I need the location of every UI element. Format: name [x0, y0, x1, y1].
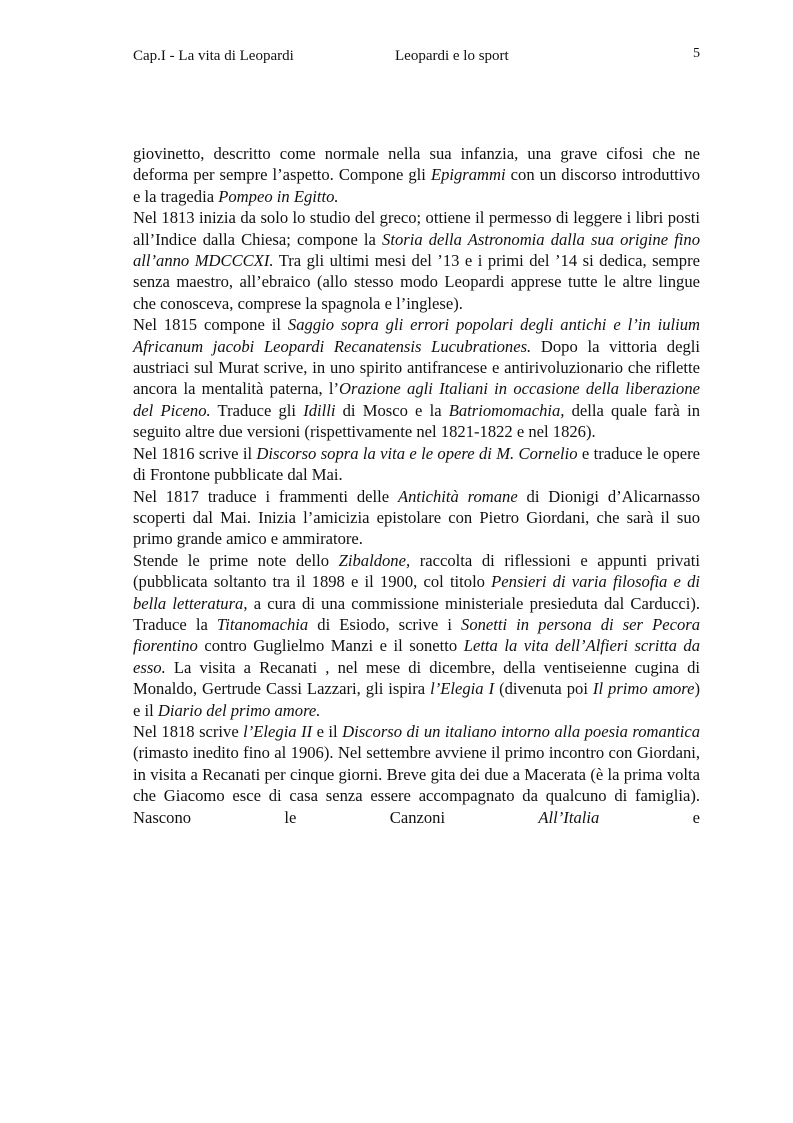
text-run: La visita a Recanati , nel mese di dicembre, della ventiseienne cugina di Monaldo, Gertrude Cassi Lazzari, gli ispira — [133, 657, 700, 699]
italic-title: All’Italia — [538, 807, 600, 827]
text-run: di Mosco e la — [335, 400, 449, 420]
text-run: Dopo la vittoria degli austriaci sul Murat scrive, in uno spirito antifrancese e antirivoluzionario che riflette ancora la mentalità paterna, l’ — [133, 336, 700, 399]
italic-title: Pensieri di varia filosofia e di bella letteratura — [133, 572, 700, 613]
text-run: Nel 1816 scrive il — [133, 443, 257, 463]
italic-title: Orazione agli Italiani in occasione della liberazione del Piceno. — [133, 379, 700, 420]
running-header — [133, 48, 700, 68]
text-run: raccolta di riflessioni e appunti privati (pubblicata soltanto tra il 1898 e il 1900, col titolo — [133, 550, 701, 592]
text-run: (rimasto inedito fino al 1906). Nel settembre avviene il primo incontro con Giordani, in visita a Recanati per cinque giorni. Breve gita dei due a Macerata (è la prima volta che Giacomo esce di casa senza essere accompagnato da qualcuno di famiglia). Nascono le Canzoni — [133, 743, 700, 827]
paragraph — [133, 207, 700, 314]
italic-title: Epigrammi — [430, 165, 506, 185]
chapter-label: Cap.I - La vita di Leopardi — [133, 48, 294, 64]
paragraph — [133, 486, 700, 550]
text-run: giovinetto, descritto come normale nella sua infanzia, una grave cifosi che ne deforma per sempre l’aspetto. Compone gli — [133, 144, 700, 185]
text-run: Tra gli ultimi mesi del ’13 e i primi del ’14 si dedica, sempre senza maestro, all’ebraico (allo stesso modo Leopardi apprese tutte le altre lingue che conosceva, comprese la spagnola e l’inglese). — [133, 251, 700, 313]
italic-title: Titanomachia — [216, 614, 309, 634]
italic-title: Pompeo in Egitto. — [218, 186, 339, 206]
text-run: Nel 1813 inizia da solo lo studio del greco; ottiene il permesso di leggere i libri posti all’Indice dalla Chiesa; compone la — [133, 208, 700, 249]
paragraph — [133, 314, 700, 442]
text-run: contro Guglielmo Manzi e il sonetto — [197, 636, 464, 656]
italic-title: l’Elegia II — [243, 721, 313, 741]
italic-title: Idilli — [303, 400, 336, 420]
paragraph — [133, 143, 700, 207]
italic-title: Letta la vita dell’Alfieri scritta da esso. — [133, 636, 700, 677]
paragraph — [133, 550, 700, 721]
text-run: e traduce le opere di Frontone pubblicate dal Mai. — [133, 443, 700, 485]
text-run: (divenuta poi — [494, 679, 593, 699]
text-run: di Dionigi d’Alicarnasso scoperti dal Mai. Inizia l’amicizia epistolare con Pietro Giordani, che sarà il suo primo grande amico e ammiratore. — [133, 486, 700, 549]
text-run: ) e il — [133, 679, 700, 720]
text-run: Nel 1815 compone il — [133, 315, 288, 335]
italic-title: Saggio sopra gli errori popolari degli antichi e l’in iulium Africanum jacobi Leopardi Recanatensis Lucubrationes. — [133, 315, 700, 356]
text-run: , a cura di una commissione ministeriale presieduta dal Carducci). Traduce la — [133, 593, 700, 634]
italic-title: Discorso sopra la vita e le opere di M. Cornelio — [256, 443, 578, 463]
running-title: Leopardi e lo sport — [395, 48, 509, 64]
page-number: 5 — [693, 46, 700, 61]
text-run: Stende le prime note dello — [133, 550, 339, 570]
text-run: Nel 1818 scrive — [133, 721, 244, 741]
text-run: e il — [312, 721, 343, 741]
paragraph — [133, 443, 700, 486]
italic-title: Diario del primo amore. — [157, 700, 321, 720]
italic-title: Discorso di un italiano intorno alla poesia romantica — [342, 721, 701, 741]
italic-title: Batriomomachia, — [448, 400, 565, 420]
italic-title: Storia della Astronomia dalla sua origine fino all’anno MDCCCXI. — [133, 229, 701, 271]
text-run: di Esiodo, scrive i — [308, 614, 462, 634]
text-run: Nel 1817 traduce i frammenti delle — [133, 486, 398, 506]
text-run: e — [599, 807, 700, 827]
italic-title: Antichità romane — [397, 486, 518, 506]
text-run: con un discorso introduttivo e la tragedia — [133, 165, 700, 206]
italic-title: Zibaldone, — [338, 550, 411, 570]
text-run: Traduce gli — [210, 400, 304, 420]
italic-title: Il primo amore — [592, 679, 695, 699]
italic-title: Sonetti in persona di ser Pecora fiorentino — [133, 614, 701, 656]
body-text — [133, 143, 700, 828]
paragraph — [133, 721, 700, 828]
text-run: della quale farà in seguito altre due versioni (rispettivamente nel 1821-1822 e nel 1826). — [133, 400, 701, 442]
italic-title: l’Elegia I — [430, 679, 495, 699]
